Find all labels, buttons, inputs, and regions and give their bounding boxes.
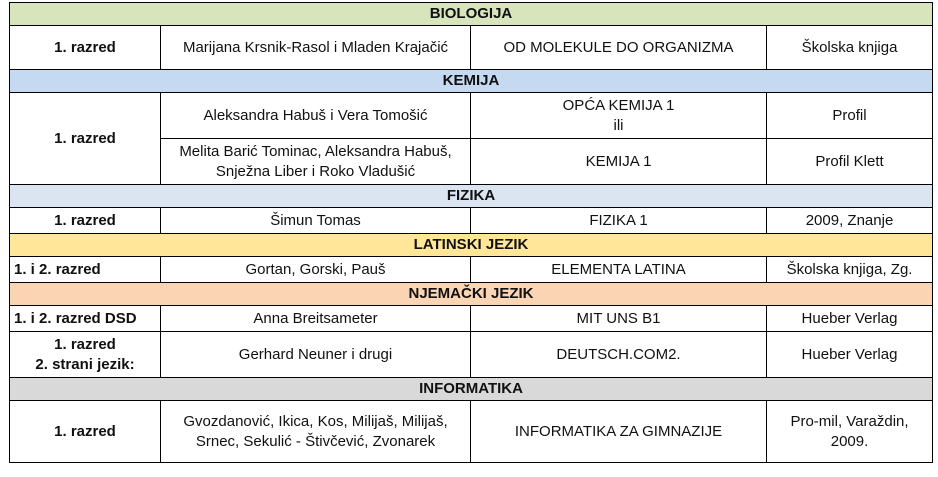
title-line: OPĆA KEMIJA 1 xyxy=(562,96,675,114)
table-row xyxy=(10,401,933,463)
title-cell: INFORMATIKA ZA GIMNAZIJE xyxy=(471,401,767,463)
title-cell xyxy=(471,93,767,139)
author-cell: Šimun Tomas xyxy=(161,208,471,234)
author-cell: Melita Barić Tominac, Aleksandra Habuš, Snježna Liber i Roko Vladušić xyxy=(161,139,471,185)
grade-cell: 1. i 2. razred DSD xyxy=(10,306,161,332)
section-header-informatika xyxy=(10,378,933,401)
section-title: KEMIJA xyxy=(10,70,933,93)
publisher-cell: Školska knjiga, Zg. xyxy=(767,257,933,283)
title-cell: KEMIJA 1 xyxy=(471,139,767,185)
publisher-cell: Hueber Verlag xyxy=(767,306,933,332)
section-title: FIZIKA xyxy=(10,185,933,208)
table-row xyxy=(10,208,933,234)
author-cell: Gortan, Gorski, Pauš xyxy=(161,257,471,283)
grade-cell: 1. razred xyxy=(10,93,161,185)
table-row xyxy=(10,306,933,332)
author-cell: Gerhard Neuner i drugi xyxy=(161,332,471,378)
grade-line: 1. razred xyxy=(54,335,116,353)
title-line: ili xyxy=(613,116,624,134)
section-title: LATINSKI JEZIK xyxy=(10,234,933,257)
grade-cell: 1. razred xyxy=(10,208,161,234)
title-cell: ELEMENTA LATINA xyxy=(471,257,767,283)
publisher-cell: Pro-mil, Varaždin, 2009. xyxy=(767,401,933,463)
author-cell: Anna Breitsameter xyxy=(161,306,471,332)
section-title: INFORMATIKA xyxy=(10,378,933,401)
grade-cell: 1. i 2. razred xyxy=(10,257,161,283)
section-header-biologija xyxy=(10,3,933,26)
publisher-cell: Školska knjiga xyxy=(767,26,933,70)
section-header-latinski xyxy=(10,234,933,257)
publisher-cell: Hueber Verlag xyxy=(767,332,933,378)
textbook-table xyxy=(9,2,933,463)
section-header-kemija xyxy=(10,70,933,93)
section-header-fizika xyxy=(10,185,933,208)
grade-cell: 1. razred xyxy=(10,401,161,463)
grade-cell: 1. razred xyxy=(10,26,161,70)
title-cell: DEUTSCH.COM2. xyxy=(471,332,767,378)
publisher-cell: Profil Klett xyxy=(767,139,933,185)
grade-cell xyxy=(10,332,161,378)
title-cell: OD MOLEKULE DO ORGANIZMA xyxy=(471,26,767,70)
table-row xyxy=(10,257,933,283)
table-row xyxy=(10,26,933,70)
title-cell: FIZIKA 1 xyxy=(471,208,767,234)
publisher-cell: Profil xyxy=(767,93,933,139)
table-row xyxy=(10,332,933,378)
author-cell: Marijana Krsnik-Rasol i Mladen Krajačić xyxy=(161,26,471,70)
section-title: NJEMAČKI JEZIK xyxy=(10,283,933,306)
author-cell: Gvozdanović, Ikica, Kos, Milijaš, Milijaš, Srnec, Sekulić - Štivčević, Zvonarek xyxy=(161,401,471,463)
grade-line: 2. strani jezik: xyxy=(35,355,135,373)
author-cell: Aleksandra Habuš i Vera Tomošić xyxy=(161,93,471,139)
title-cell: MIT UNS B1 xyxy=(471,306,767,332)
table-row xyxy=(10,93,933,139)
section-header-njemacki xyxy=(10,283,933,306)
section-title: BIOLOGIJA xyxy=(10,3,933,26)
publisher-cell: 2009, Znanje xyxy=(767,208,933,234)
